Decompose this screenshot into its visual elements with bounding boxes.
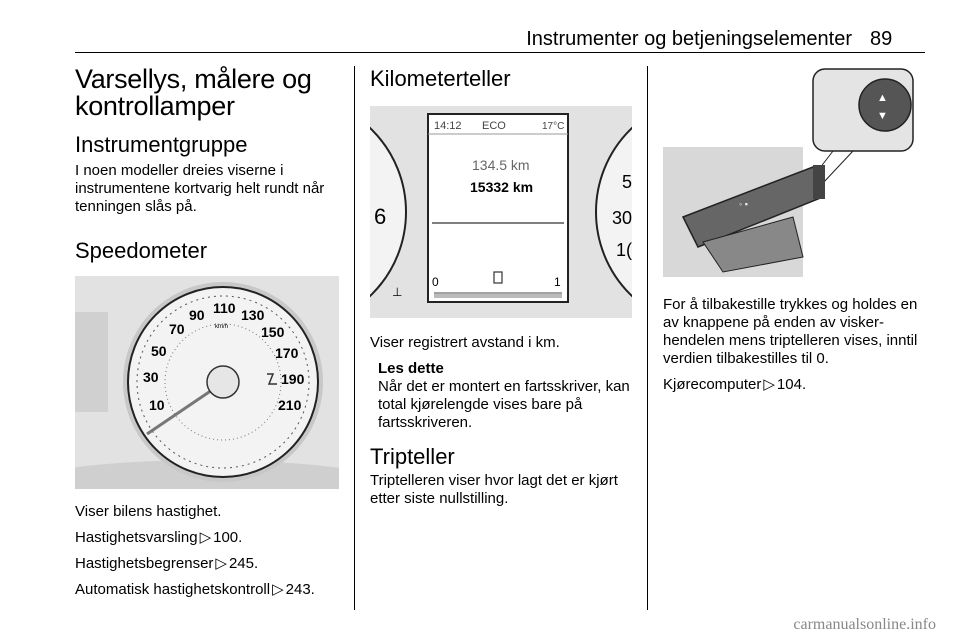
instrumentgruppe-text: I noen modeller dreies viserne i instrumentene kortvarig helt rundt når tenningen slås på. (75, 162, 325, 215)
gauge-right-number-2: 30 (612, 208, 632, 228)
speed-label-130: 130 (241, 307, 265, 323)
fuel-max-label: 1 (554, 275, 561, 289)
speed-label-170: 170 (275, 345, 299, 361)
speed-label-90: 90 (189, 307, 205, 323)
speedometer-para-4: Automatisk hastighetskontroll ▷ 243. (75, 581, 315, 598)
speedometer-para-3: Hastighetsbegrenser ▷ 245. (75, 555, 259, 572)
gauge-left-symbol: ⊥ (392, 285, 403, 299)
odometer-illustration (370, 106, 632, 318)
section-heading-instrumentgruppe: Instrumentgruppe (75, 132, 248, 157)
column-divider-1 (354, 66, 355, 610)
speed-label-150: 150 (261, 324, 285, 340)
speedometer-illustration (75, 276, 339, 489)
column-1 (75, 62, 345, 599)
reset-instructions: For å tilbakestille trykkes og holdes en av knappene på enden av visker-hendelen mens triptelleren vises, inntil verdien tilbakestilles til 0. (663, 296, 918, 367)
page-number: 89 (870, 28, 893, 50)
display-total: 15332 km (470, 179, 534, 195)
lever-symbol-icon: ◦ ▪ (739, 199, 748, 209)
triangle-right-icon: ▷ (763, 376, 775, 393)
speed-label-30: 30 (143, 369, 159, 385)
page-header-title: Instrumenter og betjeningselementer (526, 28, 852, 50)
speedometer-drawing (75, 276, 339, 489)
triangle-right-icon: ▷ (215, 555, 227, 572)
odometer-para: Viser registrert avstand i km. (370, 334, 560, 351)
tripteller-text: Triptelleren viser hvor lagt det er kjørt etter siste nullstilling. (370, 472, 618, 507)
note-box (370, 360, 632, 432)
gauge-right-number-1: 5 (622, 172, 632, 192)
speed-label-210: 210 (278, 397, 302, 413)
column-2 (370, 62, 632, 508)
speedometer-para-1: Viser bilens hastighet. (75, 503, 222, 520)
main-heading: Varsellys, målere og kontrollamper (75, 64, 312, 121)
speed-label-70: 70 (169, 321, 185, 337)
watermark: carmanualsonline.info (793, 616, 936, 633)
gauge-right-number-3: 1( (616, 240, 632, 260)
display-time: 14:12 (434, 120, 462, 132)
section-heading-kilometerteller: Kilometerteller (370, 66, 511, 91)
note-label: Les dette (378, 360, 444, 377)
gauge-left-number: 6 (374, 204, 387, 229)
speed-label-190: 190 (281, 371, 305, 387)
wiper-lever-illustration (663, 67, 925, 279)
speed-label-110: 110 (213, 300, 236, 316)
speedometer-para-2: Hastighetsvarsling ▷ 100. (75, 529, 243, 546)
column-3 (663, 62, 925, 394)
speed-unit-label: km/h (215, 324, 229, 330)
triangle-right-icon: ▷ (199, 529, 212, 546)
display-mode: ECO (482, 120, 506, 132)
column-divider-2 (647, 66, 648, 610)
header-rule (75, 52, 925, 53)
speed-label-10: 10 (149, 397, 165, 413)
fuel-min-label: 0 (432, 275, 439, 289)
section-heading-tripteller: Tripteller (370, 444, 455, 469)
section-heading-speedometer: Speedometer (75, 238, 208, 263)
button-arrow-icon: ▼ (877, 110, 888, 122)
button-arrow-icon: ▲ (877, 92, 888, 104)
odometer-display-drawing (370, 106, 632, 318)
note-text: Når det er montert en fartsskriver, kan total kjørelengde vises bare på fartsskriveren. (378, 378, 630, 431)
speed-label-50: 50 (151, 343, 167, 359)
display-trip: 134.5 km (472, 157, 530, 173)
triangle-right-icon: ▷ (272, 581, 284, 598)
display-temperature: 17°C (542, 121, 565, 132)
wiper-lever-drawing (663, 67, 925, 279)
trip-computer-ref: Kjørecomputer ▷ 104. (663, 376, 807, 393)
